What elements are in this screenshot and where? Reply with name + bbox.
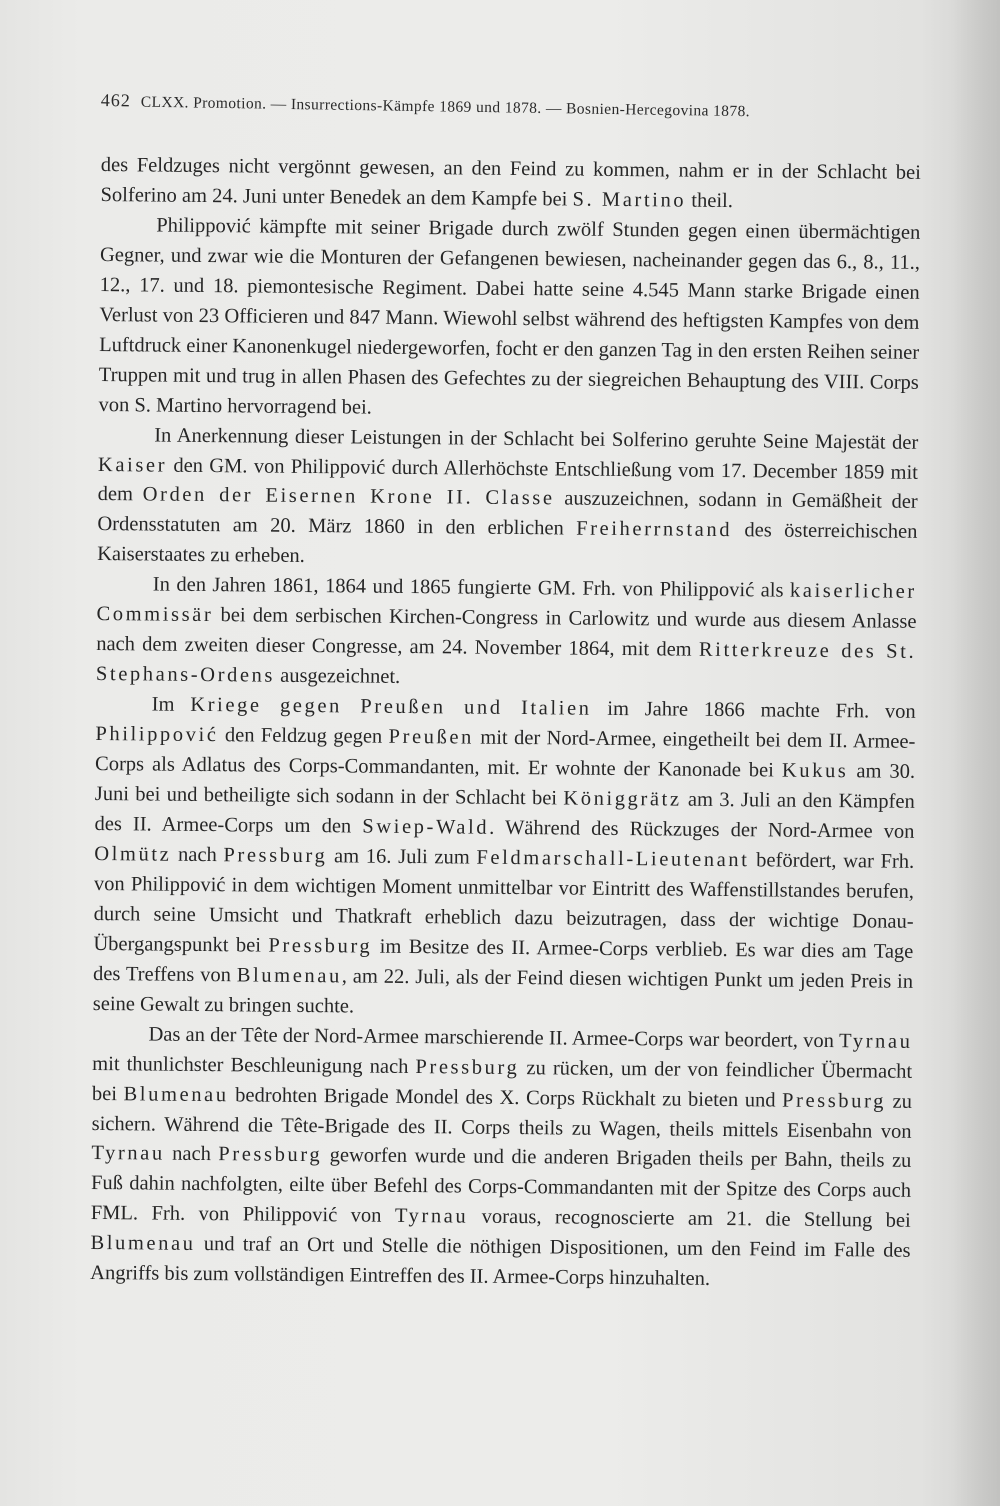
spaced-text: Königgrätz: [563, 787, 682, 811]
text-run: im Jahre 1866 machte Frh. von: [591, 697, 916, 724]
text-run: , am 22. Juli, als der Feind diesen wichtigen Punkt um jeden Preis in seine Gewalt zu bringen suchte.: [92, 965, 914, 1018]
spaced-text: S. Martino: [572, 188, 687, 212]
paragraph: [98, 211, 920, 429]
text-run: auszuzeichnen, sodann in Gemäßheit der Ordensstatuten am 20. März 1860 in den erblichen: [97, 487, 918, 541]
page-edge-shadow: [952, 0, 1000, 1506]
spaced-text: Philippović: [95, 723, 219, 747]
text-run: mit der Nord-Armee, eingetheilt bei dem II. Armee-Corps als Adlatus des Corps-Commandanten, mit. Er wohnte der Kanonade bei: [95, 726, 916, 782]
text-run: bedrohten Brigade Mondel des X. Corps Rückhalt zu bieten und: [228, 1083, 783, 1112]
text-run: voraus, recognoscierte am 21. die Stellung bei: [468, 1205, 911, 1233]
spaced-text: Feldmarschall-Lieutenant: [476, 846, 750, 872]
spaced-text: Tyrnau: [394, 1205, 469, 1228]
body-text: [90, 151, 921, 1297]
spaced-text: kaiserlicher Commissär: [96, 579, 917, 627]
spaced-text: Blumenau: [123, 1082, 229, 1106]
text-run: In Anerkennung dieser Leistungen in der Schlacht bei Solferino geruhte Seine Majestät der: [154, 424, 919, 454]
text-run: Im: [151, 693, 191, 717]
text-run: nach: [171, 843, 224, 867]
text-run: Das an der Tête der Nord-Armee marschierende II. Armee-Corps war beordert, von: [148, 1023, 840, 1052]
spaced-text: Blumenau: [90, 1232, 196, 1256]
text-run: zu sichern. Während die Tête-Brigade des II. Corps theils zu Wagen, theils mittels Eisenbahn von: [91, 1090, 913, 1143]
page-number: 462: [100, 90, 131, 111]
header-title: CLXX. Promotion. — Insurrections-Kämpfe 1869 und 1878. — Bosnien-Hercegovina 1878.: [140, 93, 751, 121]
text-run: am 30. Juni bei und betheiligte sich sodann in der Schlacht bei: [94, 760, 916, 810]
text-run: nach: [164, 1143, 219, 1166]
spaced-text: Kriege gegen Preußen und Italien: [190, 694, 592, 720]
spaced-text: Pressburg: [218, 1143, 323, 1167]
spaced-text: Pressburg: [268, 934, 373, 958]
spaced-text: Olmütz: [94, 842, 172, 866]
text-run: den GM. von Philippović durch Allerhöchste Entschließung vom 17. December 1859 mit dem: [97, 454, 919, 506]
text-run: geworfen wurde und die anderen Brigaden theils per Bahn, theils zu Fuß dahin nachfolgten, eilte über Befehl des Corps-Commandanten mit der Spitze des Corps auch FML. Frh. von Philippović von: [90, 1144, 912, 1228]
text-run: am 16. Juli zum: [327, 845, 477, 869]
spaced-text: Pressburg: [781, 1089, 887, 1113]
text-run: des Feldzuges nicht vergönnt gewesen, an den Feind zu kommen, nahm er in der Schlacht bei Solferino am 24. Juni unter Benedek an dem Kampfe bei: [100, 153, 921, 211]
spaced-text: Tyrnau: [839, 1029, 913, 1053]
paragraph: [100, 151, 921, 219]
spaced-text: Pressburg: [415, 1055, 520, 1079]
text-run: Philippović kämpfte mit seiner Brigade durch zwölf Stunden gegen einen übermächtigen Gegner, und zwar wie die Monturen der Gefangenen bewiesen, nacheinander gegen das 6., 8., 11., 12., 17. und 18. piemontesische Regiment. Dabei hatte seine 4.545 Mann starke Brigade einen Verlust von 23 Officieren und 847 Mann. Wiewohl selbst während des heftigsten Kampfes von dem Luftdruck einer Kanonenkugel niedergeworfen, focht er den ganzen Tag in den ersten Reihen seiner Truppen mit und trug in allen Phasen des Gefechtes zu der siegreichen Behauptung des VIII. Corps von S. Martino hervorragend bei.: [98, 214, 921, 419]
spaced-text: Kaiser: [97, 453, 168, 477]
paragraph: [97, 421, 918, 579]
text-run: zu rücken, um der von feindlicher Übermacht bei: [91, 1056, 913, 1105]
text-run: theil.: [686, 189, 733, 213]
text-run: ausgezeichnet.: [274, 664, 401, 689]
spaced-text: Freiherrnstand: [576, 518, 733, 542]
text-run: mit thunlichster Beschleunigung nach: [92, 1052, 416, 1078]
spaced-text: Ritterkreuze des St. Stephans-Ordens: [95, 639, 917, 687]
spaced-text: Tyrnau: [91, 1142, 165, 1166]
spaced-text: Kukus: [781, 759, 849, 783]
spaced-text: Blumenau: [236, 964, 342, 988]
spaced-text: Preußen: [388, 725, 475, 749]
text-run: und traf an Ort und Stelle die nöthigen Dispositionen, um den Feind im Falle des Angriffs bis zum vollständigen Eintreffen des II. Armee-Corps hinzuhalten.: [90, 1233, 911, 1291]
paragraph: [93, 690, 916, 1027]
paragraph: [90, 1020, 913, 1297]
spaced-text: Orden der Eisernen Krone II. Classe: [142, 483, 555, 510]
text-run: des österreichischen Kaiserstaates zu erheben.: [97, 519, 918, 568]
spaced-text: Swiep-Wald: [362, 815, 490, 839]
text-run: . Während des Rückzuges der Nord-Armee von: [489, 816, 915, 843]
text-run: im Besitze des II. Armee-Corps verblieb. Es war dies am Tage des Treffens von: [92, 935, 914, 987]
text-run: bei dem serbischen Kirchen-Congress in Carlowitz und wurde aus diesem Anlasse nach dem zweiten dieser Congresse, am 24. November 1864, mit dem: [96, 604, 917, 662]
text-run: den Feldzug gegen: [218, 724, 389, 748]
text-run: In den Jahren 1861, 1864 und 1865 fungierte GM. Frh. von Philippović als: [152, 573, 791, 602]
text-run: befördert, war Frh. von Philippović in dem wichtigen Moment unmittelbar vor Eintritt des Waffenstillstandes berufen, durch seine Umsicht und Thatkraft erheblich dazu beizutragen, dass der wichtige Donau-Übergangspunkt bei: [93, 849, 915, 957]
paragraph: [96, 570, 917, 698]
running-head: [101, 90, 871, 123]
spaced-text: Pressburg: [223, 844, 328, 868]
text-run: am 3. Juli an den Kämpfen des II. Armee-Corps um den: [94, 788, 915, 838]
